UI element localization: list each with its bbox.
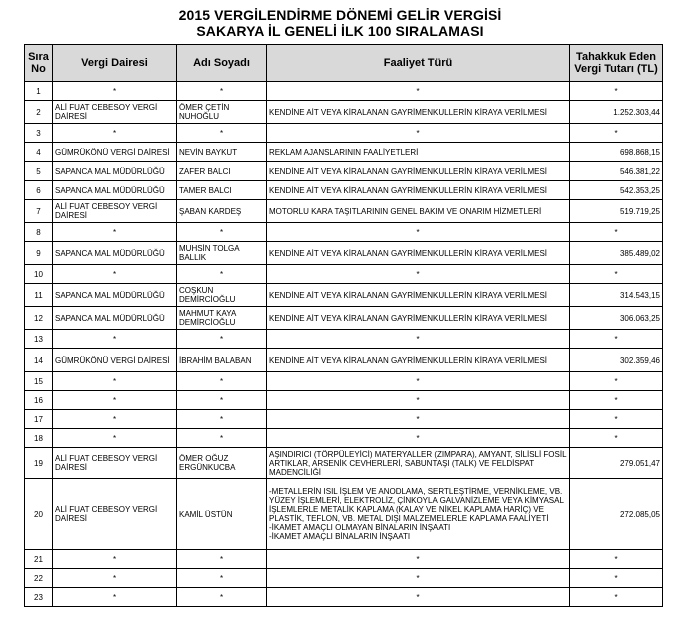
cell-sira-no: 23: [25, 588, 53, 607]
cell-faaliyet-turu: AŞINDIRICI (TÖRPÜLEYİCİ) MATERYALLER (ZIMPARA), AMYANT, SİLİSLİ FOSİL ARTIKLAR, ARSENİK CEVHERLERİ, SABUNTAŞI (TALK) VE FELDİSPAT MADENCİLİĞİ: [267, 448, 570, 479]
table-row: [25, 162, 663, 181]
table-row: [25, 200, 663, 223]
table-row: [25, 448, 663, 479]
cell-adi-soyadi: ÖMER ÇETİN NUHOĞLU: [177, 101, 267, 124]
cell-vergi-dairesi: *: [53, 429, 177, 448]
cell-vergi-dairesi: ALİ FUAT CEBESOY VERGİ DAİRESİ: [53, 200, 177, 223]
cell-faaliyet-turu: REKLAM AJANSLARININ FAALİYETLERİ: [267, 143, 570, 162]
cell-sira-no: 21: [25, 550, 53, 569]
cell-vergi-dairesi: GÜMRÜKÖNÜ VERGİ DAİRESİ: [53, 349, 177, 372]
cell-faaliyet-turu: *: [267, 124, 570, 143]
header-vergi-tutari: Tahakkuk Eden Vergi Tutarı (TL): [570, 45, 663, 82]
cell-faaliyet-turu: KENDİNE AİT VEYA KİRALANAN GAYRİMENKULLERİN KİRAYA VERİLMESİ: [267, 101, 570, 124]
cell-sira-no: 19: [25, 448, 53, 479]
cell-sira-no: 8: [25, 223, 53, 242]
table-row: [25, 429, 663, 448]
cell-vergi-dairesi: SAPANCA MAL MÜDÜRLÜĞÜ: [53, 284, 177, 307]
table-row: [25, 143, 663, 162]
cell-faaliyet-turu: *: [267, 569, 570, 588]
cell-vergi-dairesi: *: [53, 265, 177, 284]
cell-sira-no: 10: [25, 265, 53, 284]
cell-vergi-dairesi: *: [53, 330, 177, 349]
cell-faaliyet-turu: KENDİNE AİT VEYA KİRALANAN GAYRİMENKULLERİN KİRAYA VERİLMESİ: [267, 284, 570, 307]
cell-adi-soyadi: *: [177, 265, 267, 284]
cell-faaliyet-turu: KENDİNE AİT VEYA KİRALANAN GAYRİMENKULLERİN KİRAYA VERİLMESİ: [267, 181, 570, 200]
cell-adi-soyadi: ÖMER OĞUZ ERGÜNKUCBA: [177, 448, 267, 479]
cell-adi-soyadi: MUHSİN TOLGA BALLIK: [177, 242, 267, 265]
cell-adi-soyadi: *: [177, 391, 267, 410]
cell-vergi-dairesi: SAPANCA MAL MÜDÜRLÜĞÜ: [53, 242, 177, 265]
cell-sira-no: 6: [25, 181, 53, 200]
table-row: [25, 242, 663, 265]
cell-vergi-tutari: 1.252.303,44: [570, 101, 663, 124]
cell-adi-soyadi: *: [177, 330, 267, 349]
cell-vergi-dairesi: SAPANCA MAL MÜDÜRLÜĞÜ: [53, 181, 177, 200]
cell-vergi-dairesi: *: [53, 391, 177, 410]
cell-vergi-tutari: 698.868,15: [570, 143, 663, 162]
cell-sira-no: 13: [25, 330, 53, 349]
cell-adi-soyadi: *: [177, 569, 267, 588]
cell-adi-soyadi: ŞABAN KARDEŞ: [177, 200, 267, 223]
cell-vergi-tutari: *: [570, 124, 663, 143]
cell-vergi-dairesi: *: [53, 588, 177, 607]
cell-sira-no: 12: [25, 307, 53, 330]
cell-faaliyet-turu: *: [267, 429, 570, 448]
cell-sira-no: 18: [25, 429, 53, 448]
table-row: [25, 410, 663, 429]
cell-vergi-dairesi: *: [53, 569, 177, 588]
table-row: [25, 569, 663, 588]
header-row: [25, 45, 663, 82]
cell-vergi-tutari: 306.063,25: [570, 307, 663, 330]
cell-faaliyet-turu: -METALLERİN ISIL İŞLEM VE ANODLAMA, SERTLEŞTİRME, VERNİKLEME, VB. YÜZEY İŞLEMLERİ, ELEKTROLİZ, ÇİNKOYLA GALVANİZLEME VEYA KİMYASAL İŞLEMLERLE METALİK KAPLAMA (KALAY VE NİKEL KAPLAMA HARİÇ) VE PLASTİK, TEFLON, VB. METAL DIŞI MALZEMELERLE KAPLAMA FAALİYETİ -İKAMET AMAÇLI OLMAYAN BİNALARIN İNŞAATI -İKAMET AMAÇLI BİNALARIN İNŞAATI: [267, 479, 570, 550]
cell-vergi-tutari: *: [570, 550, 663, 569]
cell-adi-soyadi: *: [177, 82, 267, 101]
cell-sira-no: 17: [25, 410, 53, 429]
cell-adi-soyadi: MAHMUT KAYA DEMİRCİOĞLU: [177, 307, 267, 330]
cell-vergi-tutari: *: [570, 82, 663, 101]
table-row: [25, 307, 663, 330]
cell-vergi-dairesi: GÜMRÜKÖNÜ VERGİ DAİRESİ: [53, 143, 177, 162]
cell-vergi-tutari: *: [570, 588, 663, 607]
cell-vergi-dairesi: *: [53, 82, 177, 101]
cell-sira-no: 7: [25, 200, 53, 223]
cell-vergi-tutari: *: [570, 265, 663, 284]
table-row: [25, 101, 663, 124]
cell-faaliyet-turu: KENDİNE AİT VEYA KİRALANAN GAYRİMENKULLERİN KİRAYA VERİLMESİ: [267, 162, 570, 181]
table-row: [25, 349, 663, 372]
cell-vergi-tutari: 519.719,25: [570, 200, 663, 223]
cell-vergi-tutari: *: [570, 330, 663, 349]
cell-vergi-dairesi: ALİ FUAT CEBESOY VERGİ DAİRESİ: [53, 448, 177, 479]
cell-adi-soyadi: NEVİN BAYKUT: [177, 143, 267, 162]
cell-vergi-dairesi: SAPANCA MAL MÜDÜRLÜĞÜ: [53, 307, 177, 330]
cell-sira-no: 16: [25, 391, 53, 410]
cell-adi-soyadi: KAMİL ÜSTÜN: [177, 479, 267, 550]
table-row: [25, 372, 663, 391]
cell-adi-soyadi: *: [177, 372, 267, 391]
cell-adi-soyadi: ZAFER BALCI: [177, 162, 267, 181]
cell-adi-soyadi: İBRAHİM BALABAN: [177, 349, 267, 372]
cell-vergi-tutari: *: [570, 569, 663, 588]
cell-sira-no: 5: [25, 162, 53, 181]
cell-vergi-dairesi: *: [53, 550, 177, 569]
title-line-2: SAKARYA İL GENELİ İLK 100 SIRALAMASI: [196, 23, 484, 39]
cell-vergi-tutari: 385.489,02: [570, 242, 663, 265]
cell-sira-no: 22: [25, 569, 53, 588]
cell-sira-no: 11: [25, 284, 53, 307]
table-row: [25, 588, 663, 607]
cell-vergi-dairesi: SAPANCA MAL MÜDÜRLÜĞÜ: [53, 162, 177, 181]
cell-adi-soyadi: *: [177, 429, 267, 448]
cell-vergi-tutari: 314.543,15: [570, 284, 663, 307]
cell-vergi-tutari: 542.353,25: [570, 181, 663, 200]
cell-faaliyet-turu: *: [267, 550, 570, 569]
cell-faaliyet-turu: *: [267, 391, 570, 410]
cell-vergi-dairesi: ALİ FUAT CEBESOY VERGİ DAİRESİ: [53, 101, 177, 124]
cell-sira-no: 2: [25, 101, 53, 124]
cell-faaliyet-turu: MOTORLU KARA TAŞITLARININ GENEL BAKIM VE ONARIM HİZMETLERİ: [267, 200, 570, 223]
table-row: [25, 550, 663, 569]
table-row: [25, 181, 663, 200]
title-line-1: 2015 VERGİLENDİRME DÖNEMİ GELİR VERGİSİ: [178, 7, 502, 23]
cell-faaliyet-turu: *: [267, 223, 570, 242]
cell-vergi-tutari: 272.085,05: [570, 479, 663, 550]
cell-sira-no: 3: [25, 124, 53, 143]
cell-faaliyet-turu: *: [267, 265, 570, 284]
cell-vergi-tutari: *: [570, 429, 663, 448]
table-row: [25, 265, 663, 284]
cell-adi-soyadi: COŞKUN DEMİRCİOĞLU: [177, 284, 267, 307]
cell-vergi-dairesi: *: [53, 372, 177, 391]
cell-faaliyet-turu: *: [267, 410, 570, 429]
cell-sira-no: 4: [25, 143, 53, 162]
cell-vergi-tutari: 302.359,46: [570, 349, 663, 372]
cell-vergi-dairesi: ALİ FUAT CEBESOY VERGİ DAİRESİ: [53, 479, 177, 550]
table-row: [25, 479, 663, 550]
header-sira-no: Sıra No: [25, 45, 53, 82]
cell-faaliyet-turu: *: [267, 372, 570, 391]
cell-faaliyet-turu: *: [267, 330, 570, 349]
cell-vergi-dairesi: *: [53, 124, 177, 143]
ranking-table: [24, 44, 663, 607]
table-row: [25, 284, 663, 307]
cell-adi-soyadi: *: [177, 550, 267, 569]
cell-faaliyet-turu: KENDİNE AİT VEYA KİRALANAN GAYRİMENKULLERİN KİRAYA VERİLMESİ: [267, 349, 570, 372]
cell-sira-no: 14: [25, 349, 53, 372]
table-row: [25, 223, 663, 242]
table-body: [25, 82, 663, 607]
header-vergi-dairesi: Vergi Dairesi: [53, 45, 177, 82]
cell-faaliyet-turu: KENDİNE AİT VEYA KİRALANAN GAYRİMENKULLERİN KİRAYA VERİLMESİ: [267, 307, 570, 330]
cell-vergi-tutari: *: [570, 223, 663, 242]
table-row: [25, 124, 663, 143]
table-row: [25, 330, 663, 349]
cell-vergi-tutari: *: [570, 410, 663, 429]
cell-sira-no: 9: [25, 242, 53, 265]
cell-vergi-tutari: 279.051,47: [570, 448, 663, 479]
cell-adi-soyadi: TAMER BALCI: [177, 181, 267, 200]
cell-sira-no: 15: [25, 372, 53, 391]
cell-vergi-tutari: 546.381,22: [570, 162, 663, 181]
cell-vergi-dairesi: *: [53, 410, 177, 429]
header-adi-soyadi: Adı Soyadı: [177, 45, 267, 82]
cell-adi-soyadi: *: [177, 223, 267, 242]
cell-adi-soyadi: *: [177, 124, 267, 143]
cell-adi-soyadi: *: [177, 588, 267, 607]
table-row: [25, 82, 663, 101]
cell-faaliyet-turu: KENDİNE AİT VEYA KİRALANAN GAYRİMENKULLERİN KİRAYA VERİLMESİ: [267, 242, 570, 265]
cell-sira-no: 1: [25, 82, 53, 101]
cell-vergi-dairesi: *: [53, 223, 177, 242]
cell-sira-no: 20: [25, 479, 53, 550]
document-title: [0, 0, 680, 39]
cell-adi-soyadi: *: [177, 410, 267, 429]
cell-faaliyet-turu: *: [267, 588, 570, 607]
cell-vergi-tutari: *: [570, 391, 663, 410]
cell-faaliyet-turu: *: [267, 82, 570, 101]
cell-vergi-tutari: *: [570, 372, 663, 391]
table-row: [25, 391, 663, 410]
header-faaliyet-turu: Faaliyet Türü: [267, 45, 570, 82]
